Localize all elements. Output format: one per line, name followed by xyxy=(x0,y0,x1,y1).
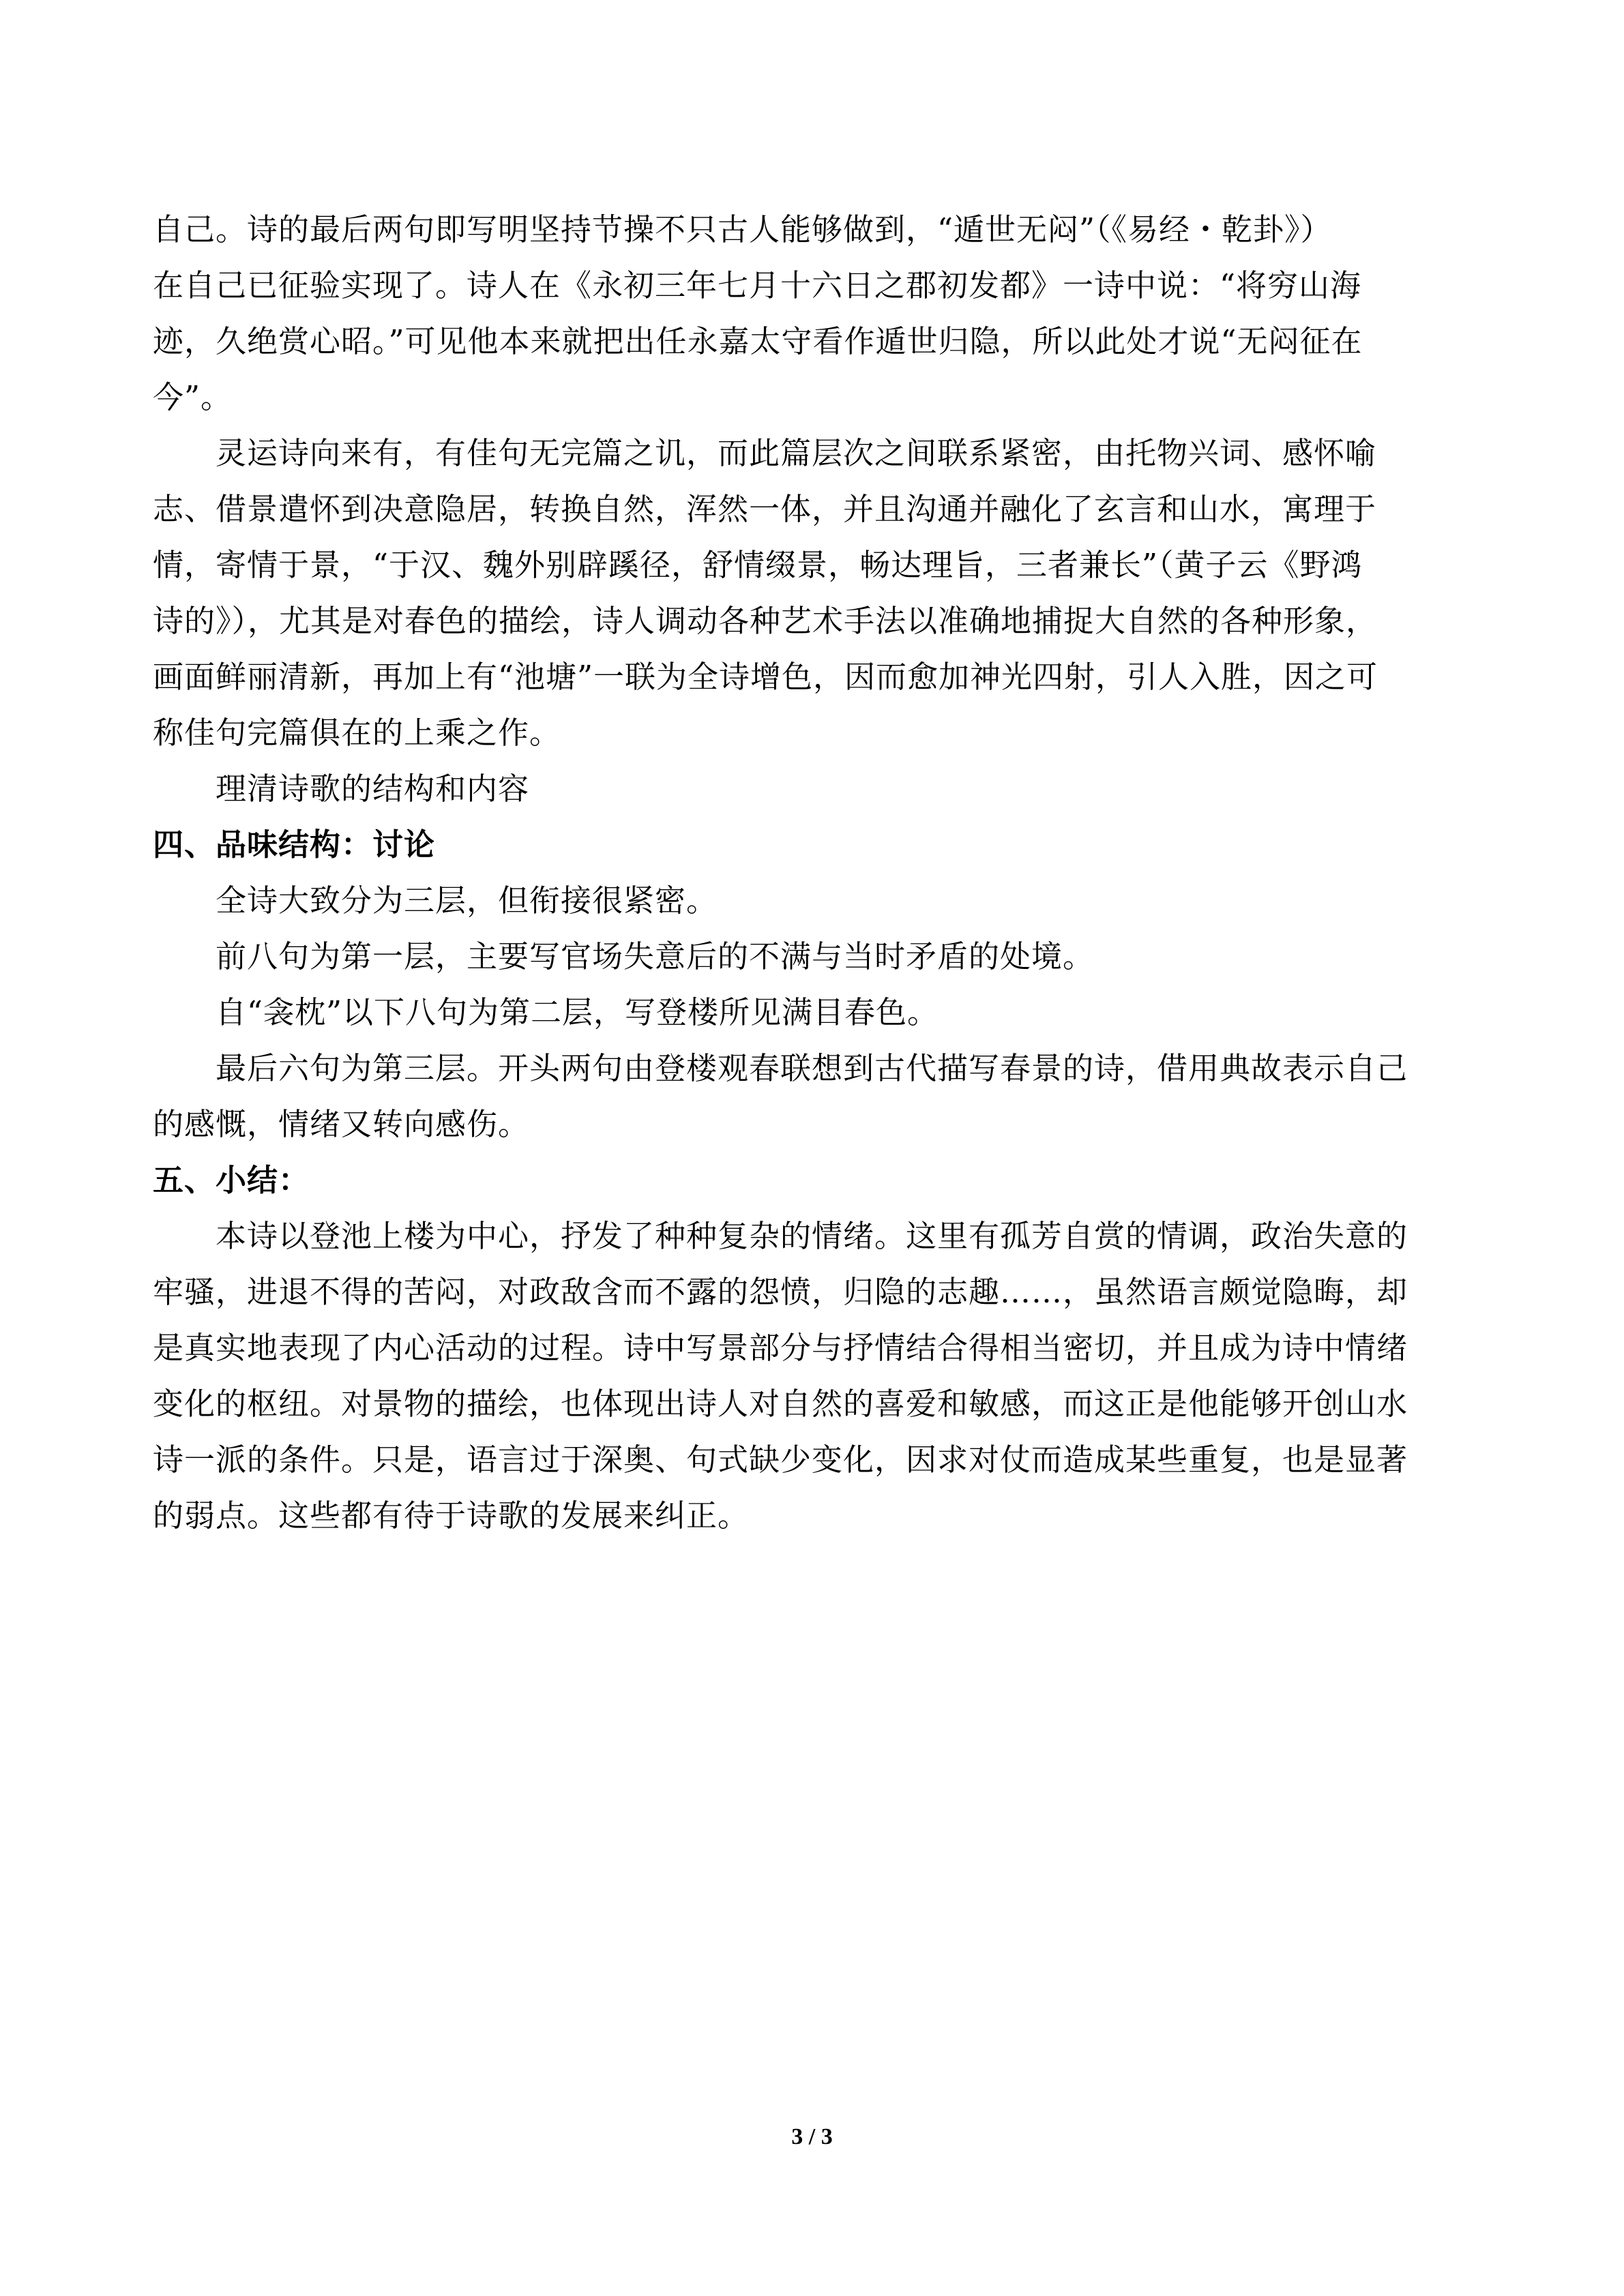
text-line: 最后六句为第三层。开头两句由登楼观春联想到古代描写春景的诗，借用典故表示自己 xyxy=(216,1050,1408,1086)
text-line: 诗的》），尤其是对春色的描绘，诗人调动各种艺术手法以准确地捕捉大自然的各种形象， xyxy=(153,603,1378,639)
text-line: 牢骚，进退不得的苦闷，对政敌含而不露的怨愤，归隐的志趣……，虽然语言颇觉隐晦，却 xyxy=(153,1274,1408,1310)
paragraph-three-layers: 全诗大致分为三层，但衔接很紧密。 xyxy=(216,882,718,919)
paragraph-structure-intro: 理清诗歌的结构和内容 xyxy=(216,771,530,807)
text-line: 变化的枢纽。对景物的描绘，也体现出诗人对自然的喜爱和敏感，而这正是他能够开创山水 xyxy=(153,1386,1408,1422)
paragraph-layer-one: 前八句为第一层，主要写官场失意后的不满与当时矛盾的处境。 xyxy=(216,938,1095,974)
text-line: 自己。诗的最后两句即写明坚持节操不只古人能够做到，“遁世无闷”（《易经・乾卦》） xyxy=(153,211,1332,248)
paragraph-evaluation xyxy=(153,426,1476,761)
section-heading-summary: 五、小结： xyxy=(153,1162,310,1198)
section-heading-structure: 四、品味结构：讨论 xyxy=(153,826,436,863)
text-line: 在自己已征验实现了。诗人在《永初三年七月十六日之郡初发都》一诗中说：“将穷山海 xyxy=(153,267,1362,303)
text-line: 今”。 xyxy=(153,379,233,415)
text-line: 志、借景遣怀到决意隐居，转换自然，浑然一体，并且沟通并融化了玄言和山水，寓理于 xyxy=(153,491,1377,527)
page-number: 3 / 3 xyxy=(791,2124,833,2149)
text-line: 本诗以登池上楼为中心，抒发了种种复杂的情绪。这里有孤芳自赏的情调，政治失意的 xyxy=(216,1218,1408,1254)
text-line: 的弱点。这些都有待于诗歌的发展来纠正。 xyxy=(153,1497,750,1534)
text-line: 是真实地表现了内心活动的过程。诗中写景部分与抒情结合得相当密切，并且成为诗中情绪 xyxy=(153,1330,1408,1366)
document-body xyxy=(153,202,1476,1544)
text-line: 称佳句完篇俱在的上乘之作。 xyxy=(153,715,561,751)
text-line: 画面鲜丽清新，再加上有“池塘”一联为全诗增色，因而愈加神光四射，引人入胜，因之可 xyxy=(153,659,1378,695)
paragraph-layer-two: 自“衾枕”以下八句为第二层，写登楼所见满目春色。 xyxy=(216,994,939,1030)
text-line: 的感慨，情绪又转向感伤。 xyxy=(153,1106,530,1142)
paragraph-summary xyxy=(153,1208,1476,1544)
paragraph-conclusion-of-poem xyxy=(153,202,1476,426)
text-line: 诗一派的条件。只是，语言过于深奥、句式缺少变化，因求对仗而造成某些重复，也是显著 xyxy=(153,1442,1408,1478)
text-line: 迹，久绝赏心昭。”可见他本来就把出任永嘉太守看作遁世归隐，所以此处才说“无闷征在 xyxy=(153,323,1363,359)
text-line: 情，寄情于景，“于汉、魏外别辟蹊径，舒情缀景，畅达理旨，三者兼长”（黄子云《野鸿 xyxy=(153,547,1363,583)
paragraph-layer-three xyxy=(153,1041,1476,1152)
text-line: 灵运诗向来有，有佳句无完篇之讥，而此篇层次之间联系紧密，由托物兴词、感怀喻 xyxy=(216,435,1377,471)
